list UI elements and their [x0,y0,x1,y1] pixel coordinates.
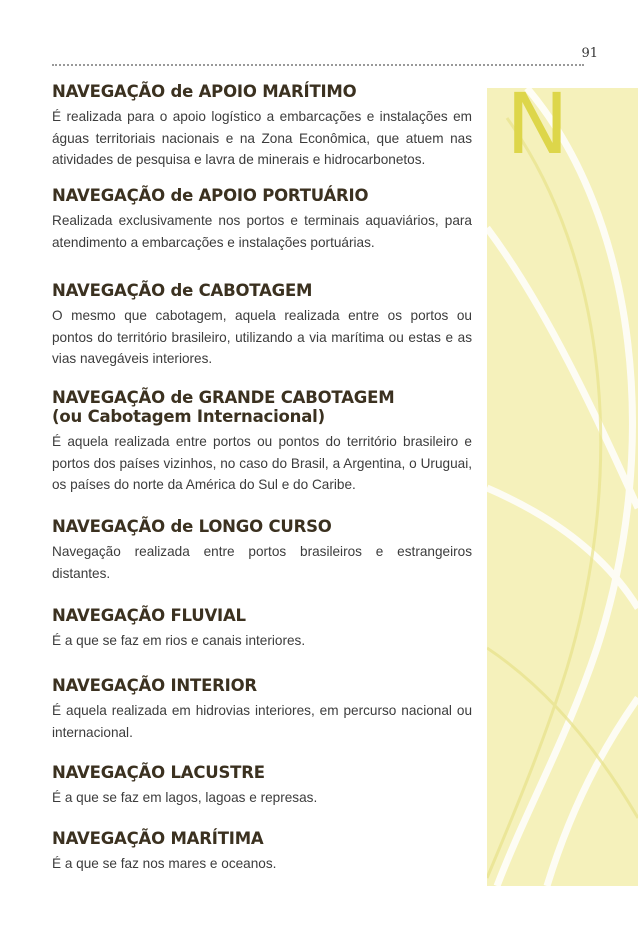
section-letter: N [506,75,569,173]
entry-subtitle: (ou Cabotagem Internacional) [52,407,325,426]
glossary-entry [52,186,472,253]
entry-definition: Realizada exclusivamente nos portos e terminais aquaviários, para atendimento a embarcações e instalações portuárias. [52,213,472,250]
entry-title-text: NAVEGAÇÃO MARÍTIMA [52,829,264,848]
entry-title-text: NAVEGAÇÃO FLUVIAL [52,606,246,625]
glossary-entry [52,676,472,743]
entry-definition: É a que se faz em lagos, lagoas e represas. [52,790,318,805]
entry-definition: É realizada para o apoio logístico a embarcações e instalações em águas territoriais nacionais e na Zona Econômica, que atuem nas atividades de pesquisa e lavra de minerais e hidrocarbonetos. [52,109,472,167]
entry-title-text: NAVEGAÇÃO de APOIO MARÍTIMO [52,82,357,101]
glossary-entry [52,281,472,370]
entry-title [52,676,472,695]
entry-definition: O mesmo que cabotagem, aquela realizada entre os portos ou pontos do território brasileiro, utilizando a via marítima ou estas e as vias navegáveis interiores. [52,308,472,366]
glossary-entry [52,388,472,496]
entry-title [52,763,472,782]
glossary-entry [52,763,472,809]
entry-title-text: NAVEGAÇÃO INTERIOR [52,676,257,695]
entry-definition: É aquela realizada em hidrovias interiores, em percurso nacional ou internacional. [52,703,472,740]
entry-title-text: NAVEGAÇÃO de CABOTAGEM [52,281,313,300]
glossary-entry [52,829,472,875]
entry-title [52,82,472,101]
entry-definition: É a que se faz nos mares e oceanos. [52,856,277,871]
side-decorative-panel [487,88,638,886]
entry-title-text: NAVEGAÇÃO LACUSTRE [52,763,265,782]
entry-definition: É a que se faz em rios e canais interiores. [52,633,306,648]
glossary-entry [52,82,472,171]
header-dotted-rule [52,64,584,66]
entry-title-text: NAVEGAÇÃO de LONGO CURSO [52,517,332,536]
glossary-entry [52,606,472,652]
entry-title [52,186,472,205]
entry-definition: Navegação realizada entre portos brasileiros e estrangeiros distantes. [52,544,472,581]
entry-title-text: NAVEGAÇÃO de APOIO PORTUÁRIO [52,186,369,205]
entry-title [52,281,472,300]
entry-title [52,829,472,848]
page-number: 91 [581,46,598,61]
entry-title [52,517,472,536]
entry-title [52,606,472,625]
entry-title-text: NAVEGAÇÃO de GRANDE CABOTAGEM [52,388,395,407]
entry-definition: É aquela realizada entre portos ou pontos do território brasileiro e portos dos países vizinhos, no caso do Brasil, a Argentina, o Uruguai, os países do norte da América do Sul e do Caribe. [52,434,472,492]
glossary-entry [52,517,472,584]
globe-arcs-decoration [487,88,638,886]
entry-title [52,388,472,426]
